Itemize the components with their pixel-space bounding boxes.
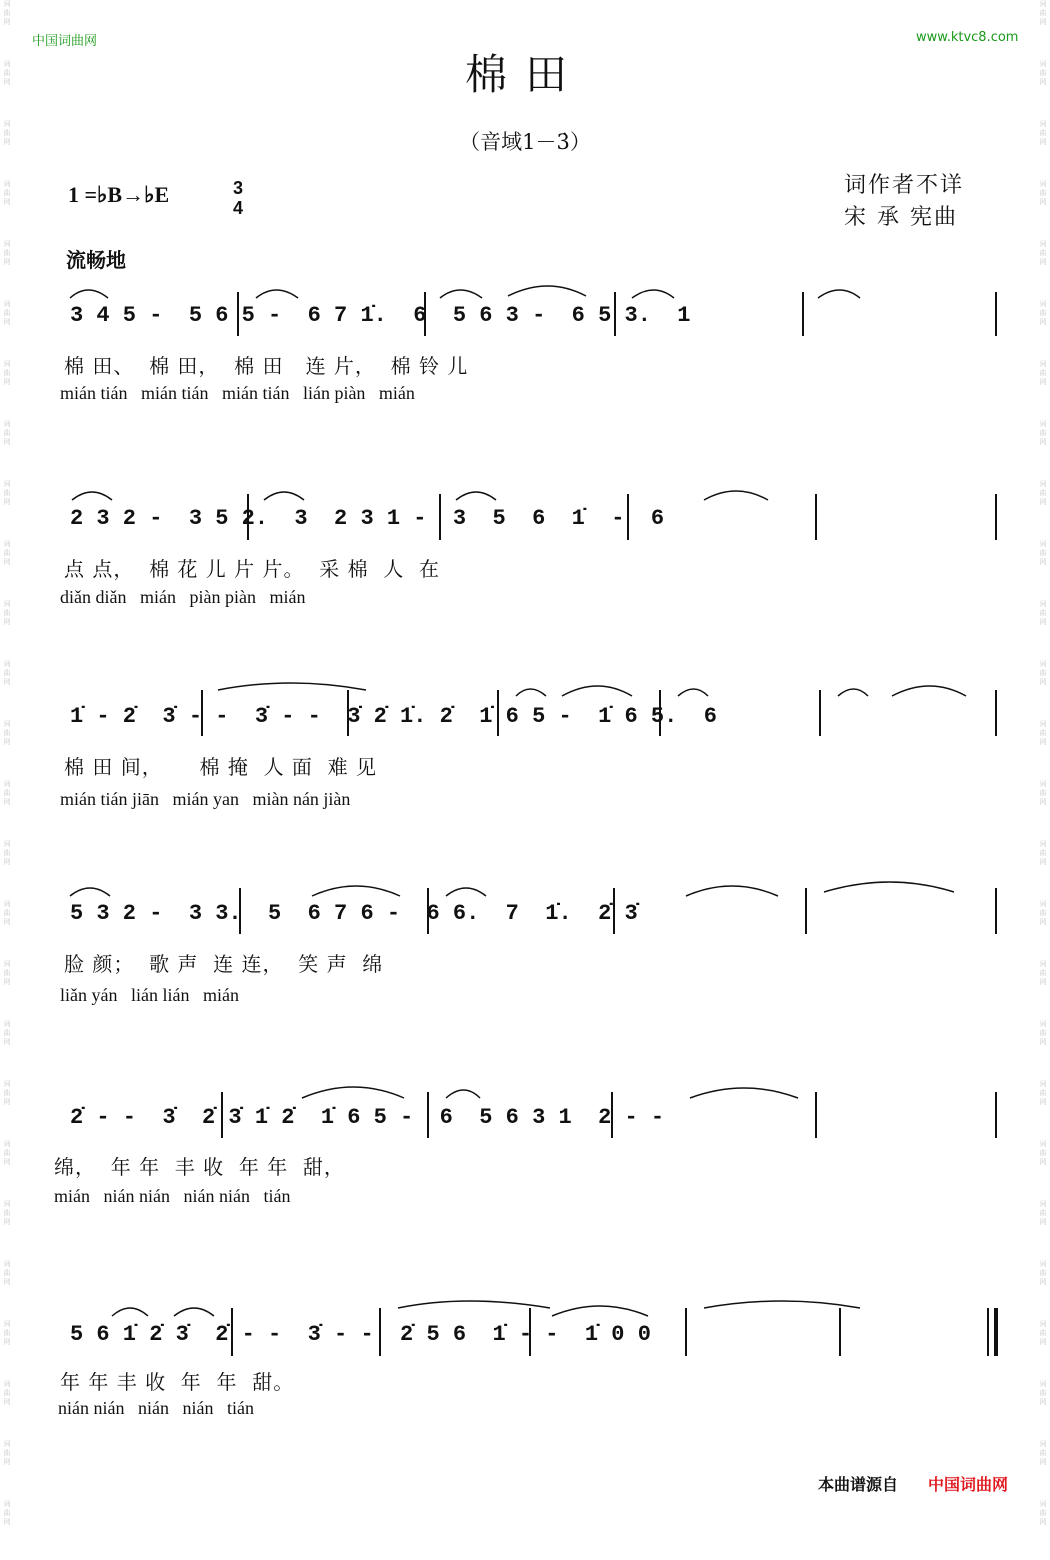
- watermark-char: 曲: [1039, 1269, 1047, 1277]
- watermark-char: 曲: [1039, 909, 1047, 917]
- slur: [632, 290, 674, 298]
- row-1-notes: 3 4 5 - 5 6 5 - 6 7 1̇. 6 5 6 3 - 6 5 3. 1: [70, 303, 691, 328]
- slur: [704, 491, 768, 500]
- watermark-char: 网: [1039, 18, 1047, 26]
- watermark-char: 曲: [3, 309, 11, 317]
- watermark-char: 网: [3, 798, 11, 806]
- watermark-char: 曲: [3, 729, 11, 737]
- watermark-char: 网: [1039, 618, 1047, 626]
- watermark-char: 词: [1039, 600, 1047, 608]
- watermark-char: 曲: [3, 1209, 11, 1217]
- watermark-char: 网: [1039, 78, 1047, 86]
- footer-source-site[interactable]: 中国词曲网: [928, 1475, 1009, 1494]
- watermark-char: 曲: [1039, 1149, 1047, 1157]
- watermark-char: 曲: [3, 69, 11, 77]
- watermark-char: 曲: [3, 549, 11, 557]
- watermark-char: 网: [3, 1338, 11, 1346]
- watermark-char: 曲: [1039, 69, 1047, 77]
- watermark-char: 网: [3, 738, 11, 746]
- watermark-char: 词: [3, 240, 11, 248]
- watermark-char: 词: [3, 1140, 11, 1148]
- watermark-char: 网: [3, 1158, 11, 1166]
- watermark-char: 词: [3, 1440, 11, 1448]
- slur: [440, 290, 482, 298]
- watermark-char: 网: [1039, 438, 1047, 446]
- watermark-char: 词: [1039, 660, 1047, 668]
- slur: [552, 1306, 648, 1316]
- row-3-notes: 1̇ - 2̇ 3̇ - - 3̇ - - 3̇ 2̇ 1̇. 2̇ 1̇ 6 5 - 1̇ 6 5. 6: [70, 704, 717, 729]
- watermark-char: 词: [1039, 1440, 1047, 1448]
- watermark-char: 曲: [3, 1329, 11, 1337]
- watermark-char: 词: [1039, 720, 1047, 728]
- watermark-char: 网: [1039, 1038, 1047, 1046]
- watermark-char: 词: [3, 1500, 11, 1508]
- row-2-notes: 2 3 2 - 3 5 2. 3 2 3 1 - 3 5 6 1̇ - 6: [70, 506, 665, 531]
- row-3-pinyin: mián tián jiān mián yan miàn nán jiàn: [60, 789, 351, 809]
- slur: [70, 888, 110, 896]
- vocal-range: （音域1－3̇）: [459, 130, 591, 154]
- watermark-char: 词: [3, 780, 11, 788]
- watermark-char: 曲: [1039, 669, 1047, 677]
- slur: [174, 1308, 214, 1316]
- watermark-char: 曲: [1039, 849, 1047, 857]
- watermark-char: 网: [3, 258, 11, 266]
- slur: [818, 290, 860, 298]
- watermark-char: 词: [1039, 480, 1047, 488]
- watermark-char: 词: [3, 1320, 11, 1328]
- watermark-char: 网: [1039, 1518, 1047, 1526]
- watermark-char: 词: [1039, 840, 1047, 848]
- watermark-char: 网: [1039, 1398, 1047, 1406]
- watermark-char: 词: [1039, 1020, 1047, 1028]
- row-4-pinyin: liǎn yán lián lián mián: [60, 985, 239, 1005]
- watermark-char: 曲: [1039, 1089, 1047, 1097]
- watermark-char: 曲: [1039, 549, 1047, 557]
- watermark-char: 网: [3, 378, 11, 386]
- watermark-char: 词: [1039, 180, 1047, 188]
- watermark-char: 词: [3, 600, 11, 608]
- watermark-char: 网: [1039, 138, 1047, 146]
- slur: [312, 886, 400, 896]
- watermark-char: 词: [3, 1200, 11, 1208]
- watermark-char: 网: [3, 1278, 11, 1286]
- watermark-char: 网: [3, 1398, 11, 1406]
- watermark-char: 曲: [3, 9, 11, 17]
- watermark-char: 网: [1039, 1098, 1047, 1106]
- row-6-pinyin: nián nián nián nián tián: [58, 1398, 254, 1418]
- row-3-lyrics: 棉 田 间， 棉 掩 人 面 难 见: [64, 755, 378, 779]
- watermark-char: 曲: [3, 909, 11, 917]
- watermark-char: 曲: [3, 489, 11, 497]
- slur: [302, 1087, 404, 1098]
- slur: [72, 492, 112, 500]
- row-2-lyrics: 点 点， 棉 花 儿 片 片。 采 棉 人 在: [64, 557, 441, 581]
- watermark-char: 网: [1039, 378, 1047, 386]
- watermark-char: 网: [1039, 1218, 1047, 1226]
- watermark-char: 曲: [1039, 789, 1047, 797]
- watermark-char: 曲: [3, 1449, 11, 1457]
- watermark-char: 网: [3, 858, 11, 866]
- slur: [892, 686, 966, 696]
- slur: [562, 686, 632, 696]
- slur: [704, 1301, 860, 1308]
- watermark-char: 词: [3, 660, 11, 668]
- watermark-char: 曲: [3, 609, 11, 617]
- watermark-char: 词: [3, 1080, 11, 1088]
- watermark-char: 曲: [3, 129, 11, 137]
- row-6-lyrics: 年 年 丰 收 年 年 甜。: [60, 1370, 295, 1394]
- watermark-char: 曲: [1039, 189, 1047, 197]
- watermark-char: 曲: [1039, 9, 1047, 17]
- slur: [112, 1308, 148, 1316]
- watermark-char: 词: [1039, 0, 1047, 8]
- watermark-char: 词: [3, 0, 11, 8]
- watermark-char: 词: [1039, 960, 1047, 968]
- watermark-char: 词: [1039, 1320, 1047, 1328]
- watermark-char: 曲: [1039, 1509, 1047, 1517]
- slur: [824, 882, 954, 892]
- slurs: [70, 286, 966, 1316]
- row-1-lyrics: 棉 田、 棉 田， 棉 田 连 片， 棉 铃 儿: [64, 354, 469, 378]
- watermark-char: 曲: [3, 429, 11, 437]
- watermark-char: 曲: [1039, 609, 1047, 617]
- watermark-char: 词: [3, 360, 11, 368]
- watermark-char: 曲: [1039, 1389, 1047, 1397]
- watermark-char: 曲: [1039, 369, 1047, 377]
- watermark-char: 网: [1039, 918, 1047, 926]
- watermark-char: 曲: [1039, 1449, 1047, 1457]
- row-4-notes: 5 3 2 - 3 3. 5 6 7 6 - 6 6. 7 1̇. 2̇ 3̇: [70, 901, 638, 926]
- watermark-char: 曲: [3, 969, 11, 977]
- watermark-char: 网: [1039, 678, 1047, 686]
- watermark-char: 曲: [1039, 1029, 1047, 1037]
- watermark-char: 曲: [1039, 969, 1047, 977]
- watermark-char: 曲: [3, 1089, 11, 1097]
- watermark-char: 词: [1039, 1200, 1047, 1208]
- watermark-char: 曲: [1039, 489, 1047, 497]
- slur: [70, 290, 108, 298]
- watermark-char: 曲: [3, 669, 11, 677]
- footer-source-label: 本曲谱源自: [818, 1475, 899, 1494]
- slur: [264, 492, 304, 500]
- barlines: [202, 292, 996, 1356]
- watermark-char: 词: [1039, 1500, 1047, 1508]
- watermark-char: 词: [1039, 240, 1047, 248]
- watermark-char: 词: [3, 1260, 11, 1268]
- slur: [838, 689, 868, 696]
- watermark-char: 曲: [1039, 309, 1047, 317]
- watermark-char: 网: [1039, 858, 1047, 866]
- watermark-char: 曲: [3, 189, 11, 197]
- watermark-char: 网: [3, 318, 11, 326]
- slur: [516, 689, 546, 696]
- watermark-char: 网: [3, 1518, 11, 1526]
- watermark-char: 网: [3, 1218, 11, 1226]
- watermark-char: 曲: [3, 789, 11, 797]
- watermark-char: 网: [1039, 798, 1047, 806]
- watermark-char: 词: [3, 120, 11, 128]
- slur: [256, 290, 298, 298]
- watermark-char: 曲: [3, 249, 11, 257]
- watermark-char: 词: [3, 1380, 11, 1388]
- watermark-char: 网: [3, 918, 11, 926]
- watermark-char: 词: [3, 960, 11, 968]
- slur: [508, 286, 586, 296]
- watermark-char: 曲: [1039, 1329, 1047, 1337]
- watermark-char: 网: [1039, 1158, 1047, 1166]
- watermark-char: 网: [1039, 1458, 1047, 1466]
- watermark-char: 网: [1039, 318, 1047, 326]
- row-1-pinyin: mián tián mián tián mián tián lián piàn mián: [60, 383, 415, 403]
- watermark-char: 曲: [1039, 249, 1047, 257]
- watermark-char: 词: [1039, 780, 1047, 788]
- watermark-char: 词: [1039, 120, 1047, 128]
- watermark-char: 网: [3, 198, 11, 206]
- watermark-char: 网: [3, 678, 11, 686]
- watermark-char: 词: [3, 180, 11, 188]
- site-url-link[interactable]: www.ktvc8.com: [916, 30, 1019, 45]
- watermark-char: 曲: [1039, 729, 1047, 737]
- watermark-char: 网: [3, 78, 11, 86]
- slur: [456, 492, 496, 500]
- watermark-char: 词: [3, 720, 11, 728]
- watermark-char: 词: [3, 840, 11, 848]
- watermark-char: 词: [1039, 900, 1047, 908]
- site-name-link[interactable]: 中国词曲网: [32, 34, 98, 49]
- key-signature: 1 =♭B→♭E: [68, 182, 170, 207]
- watermark-char: 网: [3, 138, 11, 146]
- watermark-char: 词: [3, 420, 11, 428]
- watermark-char: 曲: [3, 1269, 11, 1277]
- slur: [678, 689, 708, 696]
- watermark-char: 网: [1039, 498, 1047, 506]
- watermark-char: 曲: [3, 1149, 11, 1157]
- watermark-char: 词: [3, 540, 11, 548]
- lyricist-credit: 词作者不详: [844, 173, 965, 198]
- watermark-char: 网: [3, 618, 11, 626]
- watermark-char: 词: [1039, 360, 1047, 368]
- composer-credit: 宋 承 宪曲: [844, 205, 958, 230]
- watermark-char: 曲: [1039, 129, 1047, 137]
- watermark-char: 词: [1039, 1260, 1047, 1268]
- watermark-char: 网: [3, 1458, 11, 1466]
- slur: [690, 1088, 798, 1098]
- watermark-char: 网: [3, 1038, 11, 1046]
- watermark-char: 网: [3, 1098, 11, 1106]
- row-5-notes: 2̇ - - 3̇ 2̇ 3̇ 1̇ 2̇ 1̇ 6 5 - 6 5 6 3 1 2 - -: [70, 1105, 665, 1130]
- watermark-char: 词: [3, 300, 11, 308]
- time-signature-top: 3: [232, 178, 243, 198]
- row-6-notes: 5 6 1̇ 2̇ 3̇ 2̇ - - 3̇ - - 2̇ 5 6 1̇ - - 1̇ 0 0: [70, 1322, 651, 1347]
- watermark-char: 曲: [3, 1389, 11, 1397]
- slur: [446, 888, 486, 896]
- watermark-char: 词: [3, 60, 11, 68]
- watermark-char: 网: [3, 18, 11, 26]
- watermark-char: 词: [3, 1020, 11, 1028]
- watermark-char: 曲: [1039, 1209, 1047, 1217]
- row-5-lyrics: 绵， 年 年 丰 收 年 年 甜，: [54, 1155, 345, 1179]
- watermark-char: 网: [1039, 258, 1047, 266]
- slur: [446, 1090, 480, 1098]
- tempo-marking: 流畅地: [66, 248, 126, 272]
- song-title: 棉田: [464, 50, 585, 99]
- watermark-char: 曲: [3, 849, 11, 857]
- watermark-char: 网: [1039, 1338, 1047, 1346]
- slur: [686, 886, 778, 896]
- watermark-char: 网: [1039, 558, 1047, 566]
- watermark-char: 网: [1039, 198, 1047, 206]
- watermark-char: 网: [3, 498, 11, 506]
- row-5-pinyin: mián nián nián nián nián tián: [54, 1186, 291, 1206]
- watermark-char: 网: [3, 438, 11, 446]
- slur: [398, 1301, 550, 1308]
- watermark-char: 曲: [3, 1029, 11, 1037]
- watermark-char: 词: [1039, 420, 1047, 428]
- row-4-lyrics: 脸 颜； 歌 声 连 连， 笑 声 绵: [64, 952, 384, 976]
- time-signature-bottom: 4: [232, 198, 243, 218]
- watermark-char: 网: [1039, 978, 1047, 986]
- watermark-char: 词: [1039, 1380, 1047, 1388]
- watermark-char: 网: [3, 978, 11, 986]
- watermark-char: 网: [1039, 738, 1047, 746]
- watermark-char: 网: [3, 558, 11, 566]
- watermark-char: 曲: [3, 1509, 11, 1517]
- watermark-char: 词: [3, 900, 11, 908]
- row-2-pinyin: diǎn diǎn mián piàn piàn mián: [60, 587, 306, 607]
- watermark-char: 词: [3, 480, 11, 488]
- watermark-char: 词: [1039, 60, 1047, 68]
- watermark-char: 网: [1039, 1278, 1047, 1286]
- watermark-char: 曲: [1039, 429, 1047, 437]
- watermark-char: 词: [1039, 540, 1047, 548]
- watermark-char: 曲: [3, 369, 11, 377]
- watermark-char: 词: [1039, 1140, 1047, 1148]
- slur: [218, 683, 366, 690]
- watermark-char: 词: [1039, 300, 1047, 308]
- watermark-char: 词: [1039, 1080, 1047, 1088]
